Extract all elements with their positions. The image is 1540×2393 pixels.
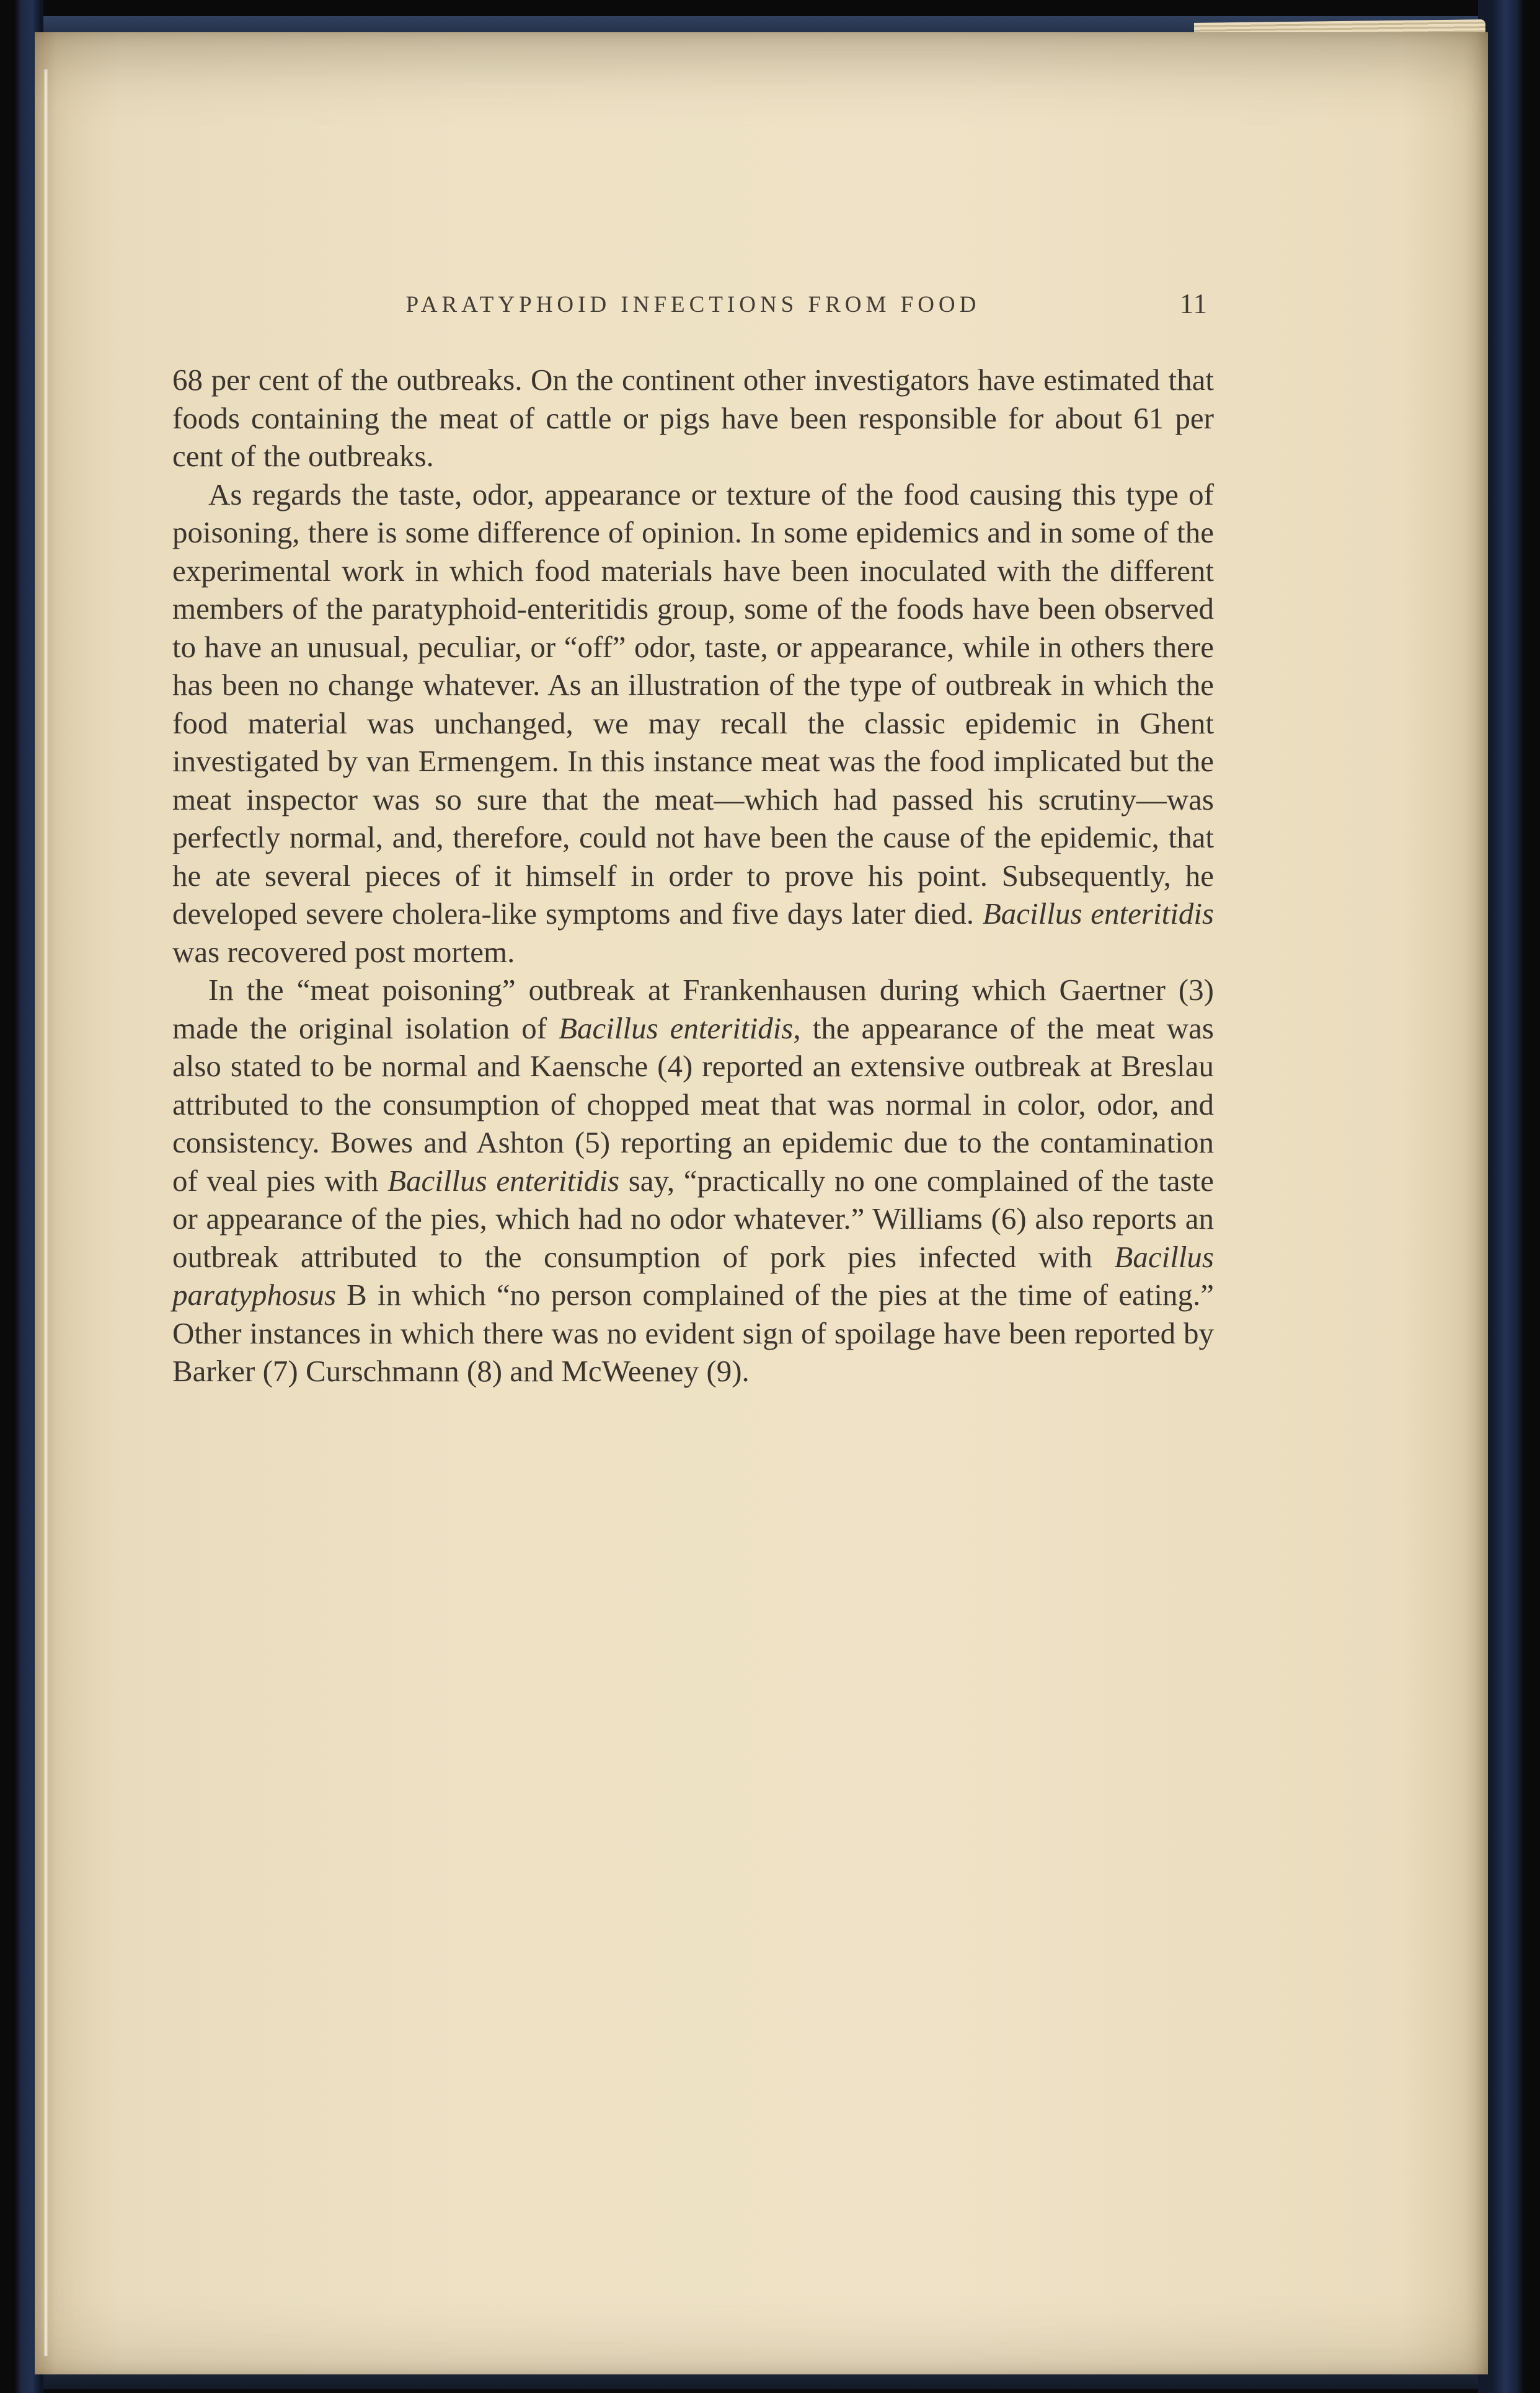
text-run: 68 per cent of the outbreaks. On the continent other investigators have estimated that foods containing the meat of cattle or pigs have been responsible for about 61 per cent of the outbreaks.: [172, 363, 1214, 473]
paragraph: [172, 476, 1214, 971]
italic-text-run: Bacillus enteritidis: [982, 896, 1215, 931]
italic-text-run: Bacillus enteritidis: [559, 1011, 794, 1045]
text-block: [172, 361, 1214, 1391]
page-title: PARATYPHOID INFECTIONS FROM FOOD: [405, 292, 981, 317]
page-number: 11: [1179, 288, 1208, 319]
running-head: [172, 288, 1214, 327]
italic-text-run: Bacillus paratyphosus: [172, 1239, 1214, 1312]
book-page: [35, 32, 1488, 2374]
gutter-highlight: [43, 69, 48, 2356]
paragraph: [172, 971, 1214, 1391]
paragraph: [172, 361, 1214, 476]
italic-text-run: Bacillus enteritidis: [387, 1163, 620, 1198]
text-run: B in which “no person complained of the pies at the time of eating.” Other instances in which there was no evident sign of spoilage have been reported by Barker (7) Curschmann (8) and McWeeney (9).: [172, 1278, 1214, 1388]
text-run: say, “practically no one complained of the taste or appearance of the pies, which had no odor whatever.” Williams (6) also reports an outbreak attributed to the consumption of pork pies infected with: [172, 1163, 1214, 1274]
text-run: In the “meat poisoning” outbreak at Frankenhausen during which Gaertner (3) made the original isolation of: [172, 973, 1214, 1045]
text-run: , the appearance of the meat was also stated to be normal and Kaensche (4) reported an extensive outbreak at Breslau attributed to the consumption of chopped meat that was normal in color, odor, and consistency. Bowes and Ashton (5) reporting an epidemic due to the contamination of veal pies with: [172, 1011, 1214, 1198]
text-run: was recovered post mortem.: [172, 934, 515, 969]
text-run: As regards the taste, odor, appearance or texture of the food causing this type of poisoning, there is some difference of opinion. In some epidemics and in some of the experimental work in which food materials have been inoculated with the different members of the paratyphoid-enteritidis group, some of the foods have been observed to have an unusual, peculiar, or “off” odor, taste, or appearance, while in others there has been no change whatever. As an illustration of the type of outbreak in which the food material was unchanged, we may recall the classic epidemic in Ghent investigated by van Ermengem. In this instance meat was the food implicated but the meat inspector was so sure that the meat—which had passed his scrutiny—was perfectly normal, and, therefore, could not have been the cause of the epidemic, that he ate several pieces of it himself in order to prove his point. Subsequently, he developed severe cholera-like symptoms and five days later died.: [172, 477, 1214, 931]
